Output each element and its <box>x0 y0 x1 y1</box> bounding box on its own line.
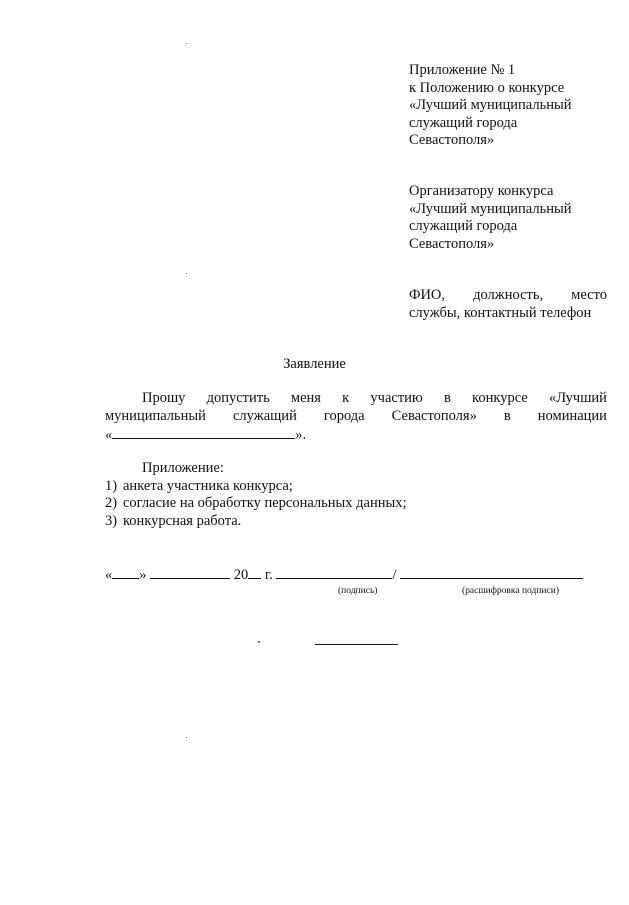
date-signature-line <box>105 565 600 585</box>
signature-blank[interactable] <box>276 565 392 579</box>
attachments-heading: Приложение: <box>142 460 224 476</box>
slash: / <box>392 567 397 583</box>
list-item <box>105 513 525 531</box>
item-text: анкета участника конкурса; <box>123 477 293 494</box>
item-text: согласие на обработку персональных данных; <box>123 495 407 511</box>
attachments-block <box>105 460 525 530</box>
word: «Лучший <box>548 390 607 406</box>
item-text: конкурсная работа. <box>123 512 242 529</box>
word: допустить <box>206 390 270 406</box>
addressee-line: «Лучший муниципальный <box>409 200 572 217</box>
day-blank[interactable] <box>112 565 139 579</box>
sender-details-block <box>409 287 607 322</box>
word: города <box>323 407 365 424</box>
appendix-line: Севастополя» <box>409 132 495 148</box>
scan-speck <box>258 641 260 643</box>
addressee-line: Севастополя» <box>409 235 495 252</box>
year-prefix: 20 <box>233 567 249 583</box>
month-blank[interactable] <box>150 565 230 579</box>
appendix-line: к Положению о конкурсе <box>409 79 565 96</box>
nomination-line <box>105 425 607 445</box>
signature-caption: (подпись) <box>338 586 378 596</box>
word: должность, <box>473 287 544 303</box>
year-suffix: г. <box>261 567 273 583</box>
quote-close: » <box>139 567 147 583</box>
divider-line <box>315 644 398 645</box>
nomination-blank[interactable] <box>112 425 295 439</box>
list-item <box>105 478 525 496</box>
addressee-block <box>409 183 571 253</box>
item-number: 3) <box>105 512 118 529</box>
addressee-line: Организатору конкурса <box>409 183 554 199</box>
word: участию <box>370 390 423 406</box>
word: место <box>571 287 607 303</box>
paragraph-line <box>105 408 607 426</box>
signature-row <box>105 565 600 585</box>
decoding-blank[interactable] <box>400 565 583 579</box>
word: муниципальный <box>105 407 206 424</box>
word: конкурсе <box>472 390 528 406</box>
item-number: 1) <box>105 477 118 494</box>
appendix-line: служащий города <box>409 114 518 131</box>
decoding-caption: (расшифровка подписи) <box>462 586 559 596</box>
word: номинации <box>537 407 607 424</box>
year-blank[interactable] <box>248 565 261 579</box>
scan-speck <box>186 273 187 274</box>
quote-open: « <box>105 567 113 583</box>
scan-speck <box>186 737 187 738</box>
quote-open: « <box>105 427 113 443</box>
word: Прошу <box>142 390 186 406</box>
item-number: 2) <box>105 495 118 511</box>
word: служащий <box>232 407 297 424</box>
word: Севастополя» <box>391 407 477 424</box>
word: к <box>342 390 350 406</box>
request-paragraph <box>105 390 607 445</box>
word: ФИО, <box>409 287 446 303</box>
addressee-line: служащий города <box>409 218 518 234</box>
sender-details-line <box>409 287 607 305</box>
list-item <box>105 495 525 513</box>
paragraph-line <box>105 390 607 408</box>
appendix-line: «Лучший муниципальный <box>409 97 572 113</box>
appendix-header <box>409 62 571 150</box>
quote-close: ». <box>295 427 307 443</box>
word: меня <box>290 390 321 406</box>
appendix-line: Приложение № 1 <box>409 62 516 78</box>
scan-speck <box>186 43 187 44</box>
word: в <box>443 390 451 406</box>
sender-details-line: службы, контактный телефон <box>409 304 592 321</box>
word: в <box>503 407 511 424</box>
document-title: Заявление <box>283 356 346 372</box>
attachments-list <box>105 478 525 531</box>
